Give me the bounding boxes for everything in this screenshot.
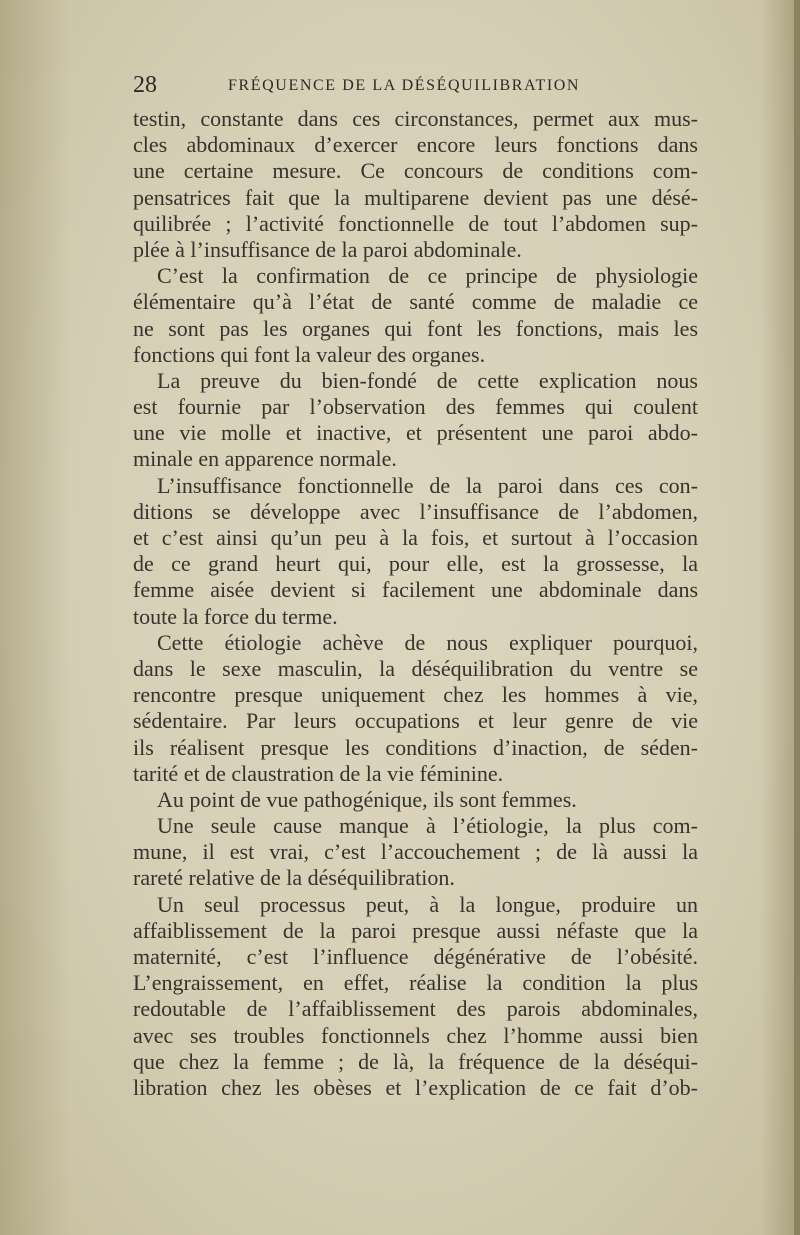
text-line: une certaine mesure. Ce concours de conditions com- — [133, 158, 698, 184]
text-line: et c’est ainsi qu’un peu à la fois, et surtout à l’occasion — [133, 525, 698, 550]
text-line: tarité et de claustration de la vie féminine. — [133, 760, 504, 786]
text-line: cles abdominaux d’exercer encore leurs fonctions dans — [133, 132, 698, 158]
text-line: affaiblissement de la paroi presque aussi néfaste que la — [133, 917, 698, 943]
text-line: que chez la femme ; de là, la fréquence de la déséqui- — [133, 1048, 698, 1074]
text-line: mune, il est vrai, c’est l’accouchement ; de là aussi la — [133, 839, 698, 865]
text-line: libration chez les obèses et l’explication de ce fait d’ob- — [133, 1074, 698, 1100]
text-line: une vie molle et inactive, et présentent une paroi abdo- — [133, 420, 698, 446]
text-line: sédentaire. Par leurs occupations et leur genre de vie — [133, 708, 698, 734]
text-line: L’engraissement, en effet, réalise la condition la plus — [133, 970, 698, 996]
text-line: rencontre presque uniquement chez les hommes à vie, — [133, 682, 698, 708]
text-line: fonctions qui font la valeur des organes. — [133, 341, 486, 367]
text-line: quilibrée ; l’activité fonctionnelle de tout l’abdomen sup- — [133, 210, 698, 236]
text-line: L’insuffisance fonctionnelle de la paroi dans ces con- — [157, 472, 698, 498]
text-line: Un seul processus peut, à la longue, produire un — [157, 891, 698, 917]
text-line: redoutable de l’affaiblissement des parois abdominales, — [133, 996, 698, 1022]
page-header — [133, 70, 693, 106]
page-shadow-left — [0, 0, 70, 1235]
text-line: avec ses troubles fonctionnels chez l’homme aussi bien — [133, 1022, 698, 1048]
text-line: plée à l’insuffisance de la paroi abdominale. — [133, 236, 522, 262]
text-line: La preuve du bien-fondé de cette explication nous — [157, 367, 698, 393]
text-line: C’est la confirmation de ce principe de physiologie — [157, 263, 698, 289]
text-line: ditions se développe avec l’insuffisance de l’abdomen, — [133, 498, 698, 524]
text-line: de ce grand heurt qui, pour elle, est la grossesse, la — [133, 551, 698, 577]
text-line: testin, constante dans ces circonstances, permet aux mus- — [133, 106, 698, 131]
text-line: femme aisée devient si facilement une abdominale dans — [133, 577, 698, 603]
text-line: Au point de vue pathogénique, ils sont femmes. — [157, 786, 577, 812]
text-line: maternité, c’est l’influence dégénérative de l’obésité. — [133, 944, 698, 969]
page-number: 28 — [133, 72, 157, 98]
page-edge-strip — [794, 0, 800, 1235]
text-line: toute la force du terme. — [133, 603, 338, 629]
running-title: FRÉQUENCE DE LA DÉSÉQUILIBRATION — [228, 77, 581, 94]
text-line: Cette étiologie achève de nous expliquer pourquoi, — [157, 629, 698, 655]
text-line: pensatrices fait que la multiparene devient pas une désé- — [133, 184, 698, 210]
body-text — [133, 106, 698, 1101]
text-line: dans le sexe masculin, la déséquilibration du ventre se — [133, 655, 698, 681]
text-line: ils réalisent presque les conditions d’inaction, de séden- — [133, 734, 698, 760]
text-line: ne sont pas les organes qui font les fonctions, mais les — [133, 315, 698, 341]
text-line: élémentaire qu’à l’état de santé comme de maladie ce — [133, 289, 698, 315]
text-line: rareté relative de la déséquilibration. — [133, 865, 455, 891]
text-line: Une seule cause manque à l’étiologie, la plus com- — [157, 813, 698, 839]
text-line: minale en apparence normale. — [133, 446, 397, 472]
text-line: est fournie par l’observation des femmes qui coulent — [133, 394, 698, 420]
